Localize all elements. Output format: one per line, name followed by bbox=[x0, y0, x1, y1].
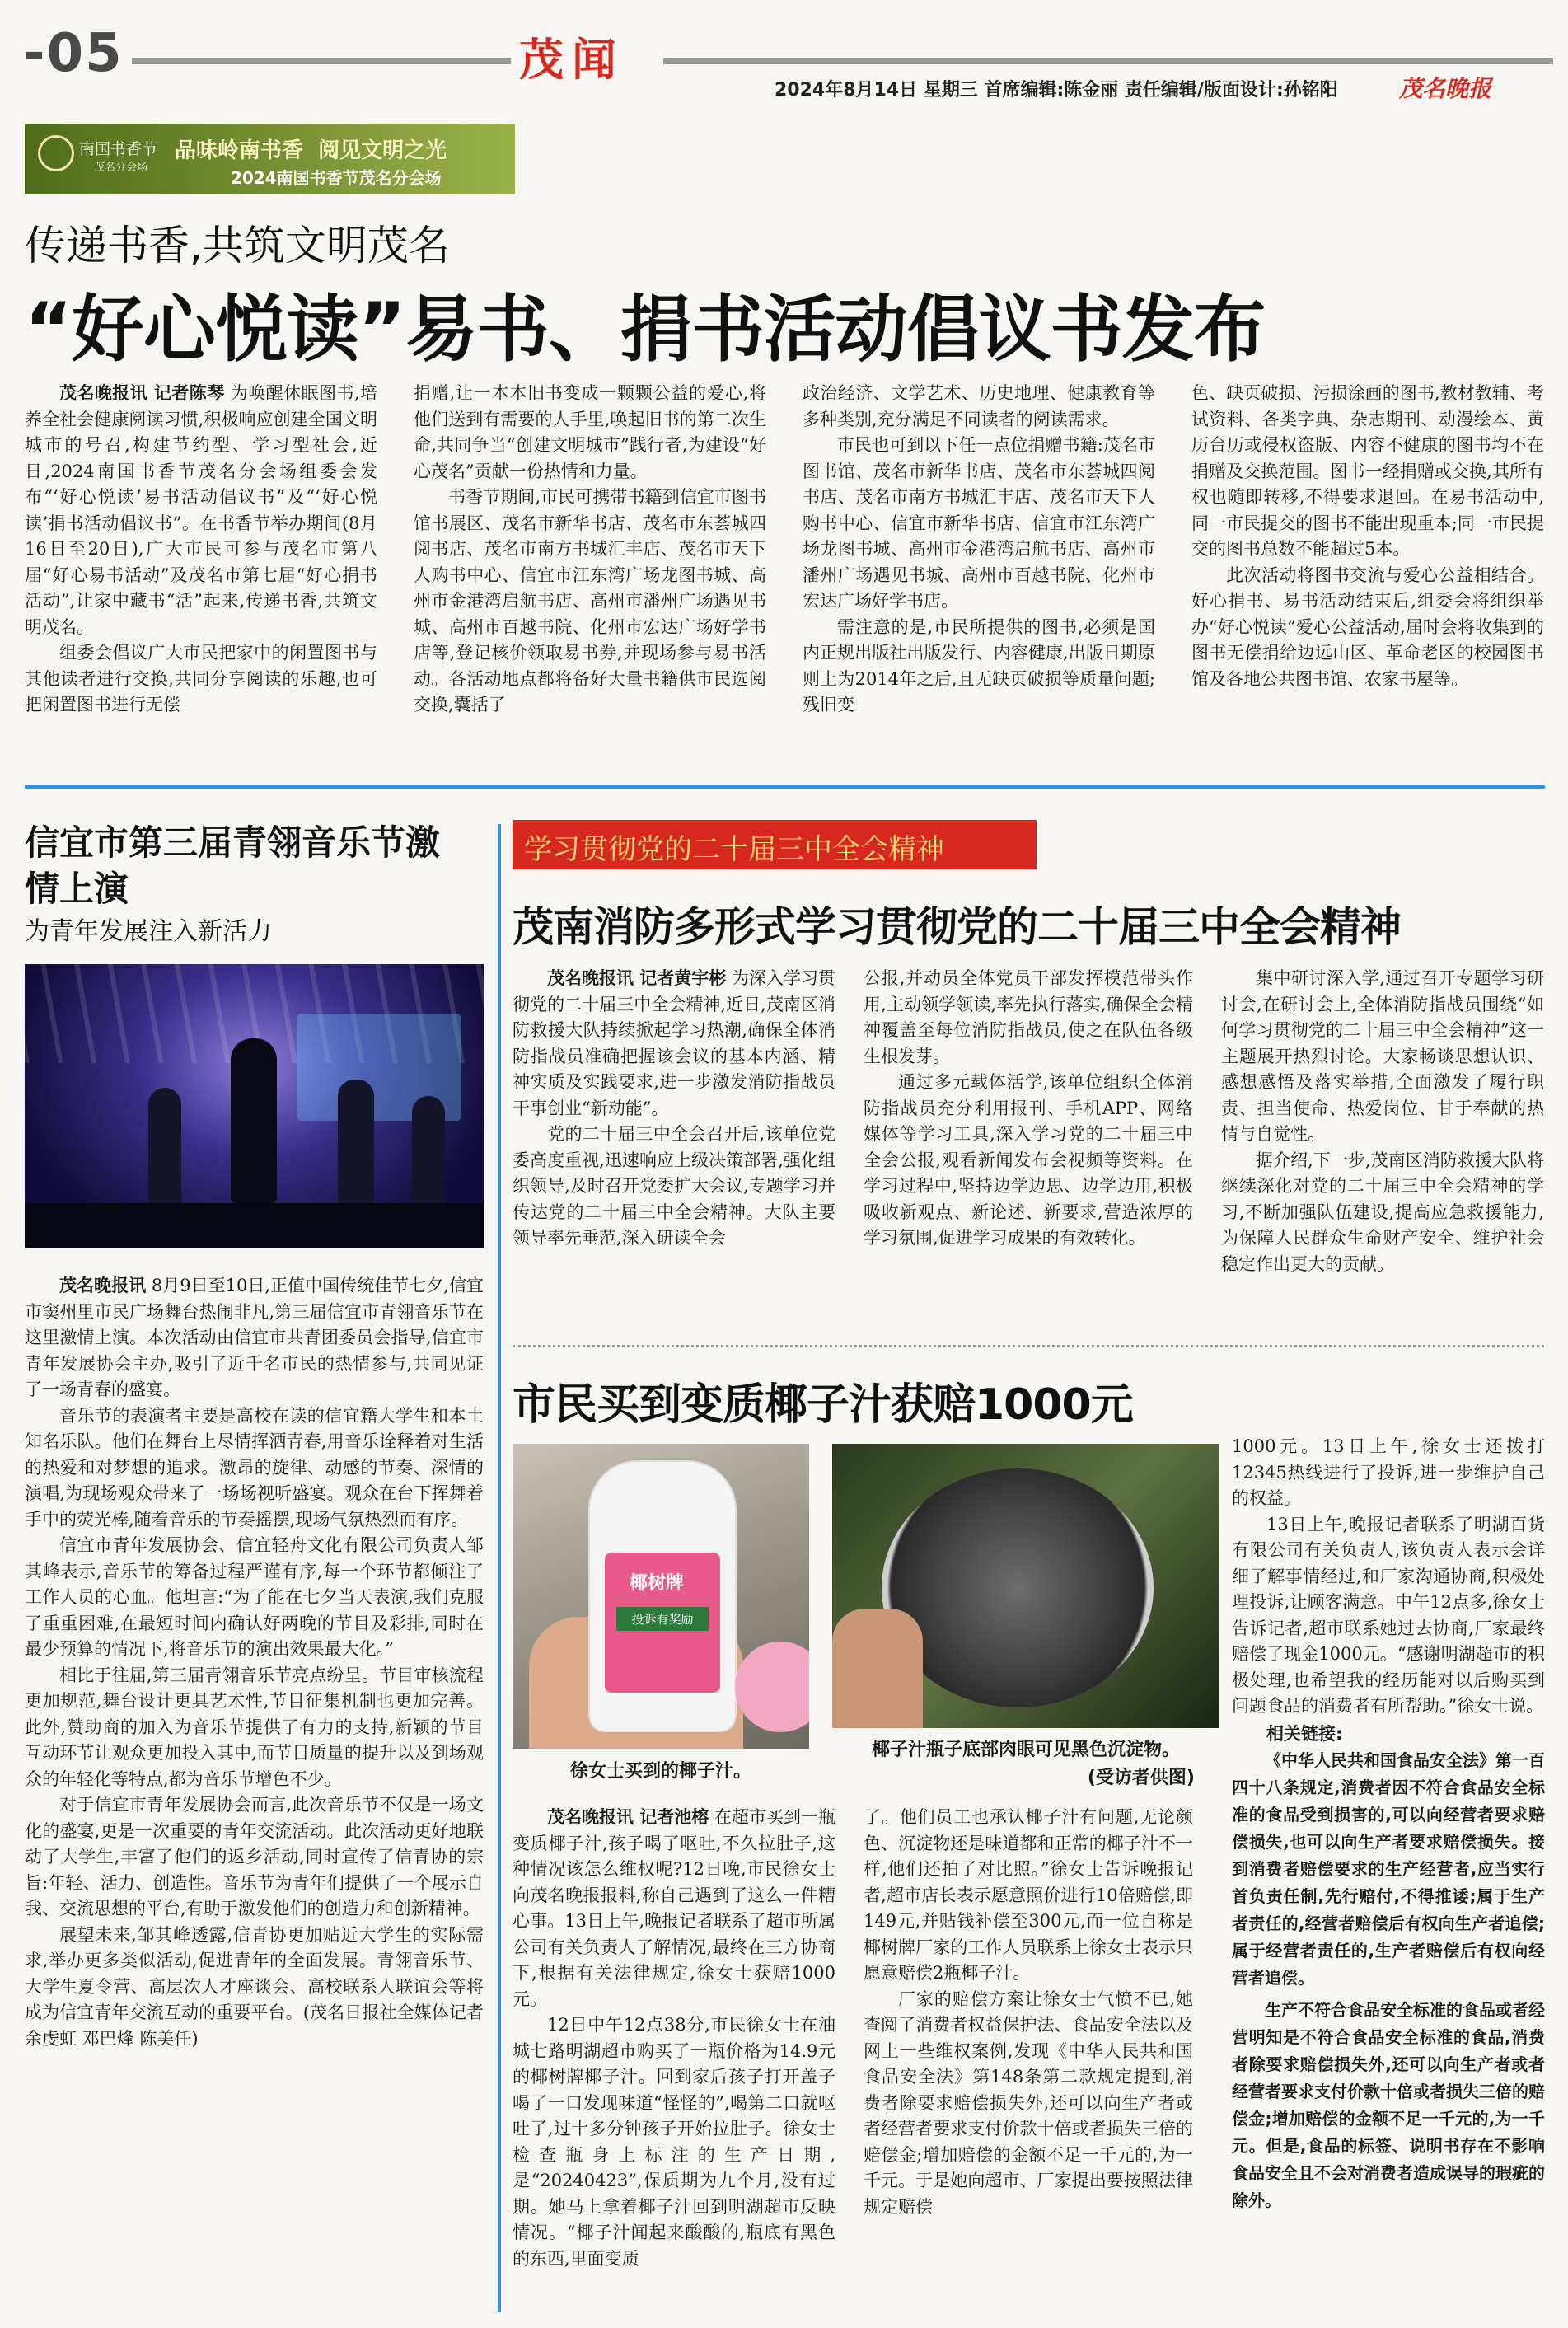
story3-col2: 公报,并动员全体党员干部发挥模范带头作用,主动领学领读,率先执行落实,确保全会精神覆盖至每位消防指战员,使之在队伍各级生根发芽。 通过多元载体活学,该单位组织全体消防指战员充分利用报刊、手机APP、网络媒体等学习工具,深入学习党的二十届三中全会公报,观看新闻发布会视频等资料。在学习过程中,坚持边学边思、边学边用,积极吸收新观点、新论述、新要求,营造浓厚的学习氛围,促进学习成果的有效转化。 bbox=[864, 968, 1193, 1248]
story2-headline: 信宜市第三届青翎音乐节激情上演 bbox=[25, 822, 441, 909]
pink-helmet bbox=[735, 1642, 809, 1732]
story4-byline: 茂名晚报讯 记者池榕 bbox=[547, 1807, 709, 1827]
story2-body: 茂名晚报讯 8月9日至10日,正值中国传统佳节七夕,信宜市窦州里市民广场舞台热闹非凡,第三届信宜市青翎音乐节在这里激情上演。本次活动由信宜市共青团委员会指导,信宜市青年发展协会主办,吸引了近千名市民的热情参与,共同见证了一场青春的盛宴。 音乐节的表演者主要是高校在读的信宜籍大学生和本土知名乐队。他们在舞台上尽情挥洒青春,用音乐诠释着对生活的热爱和对梦想的追求。激昂的旋律、动感的节奏、深情的演唱,为现场观众带来了一场场视听盛宴。观众在台下挥舞着手中的荧光棒,随着音乐的节奏摇摆,现场气氛热烈而有序。 信宜市青年发展协会、信宜轻舟文化有限公司负责人邹其峰表示,音乐节的筹备过程严谨有序,每一个环节都倾注了工作人员的心血。他坦言:“为了能在七夕当天表演,我们克服了重重困难,在最短时间内确认好两晚的节目及彩排,同时在最少预算的情况下,将音乐节的演出效果最大化。” 相比于往届,第三届青翎音乐节亮点纷呈。节目审核流程更加规范,舞台设计更具艺术性,节目征集机制也更加完善。此外,赞助商的加入为音乐节提供了有力的支持,新颖的节目互动环节让观众更加投入其中,而节目质量的提升以及到场观众的年轻化等特点,都为音乐节增色不少。 对于信宜市青年发展协会而言,此次音乐节不仅是一场文化的盛宴,更是一次重要的青年交流活动。此次活动更好地联动了大学生,丰富了他们的返乡活动,同时宣传了信青协的宗旨:年轻、活力、创造性。音乐节为青年们提供了一个展示自我、交流思想的平台,有助于激发他们的创造力和创新精神。 展望未来,邹其峰透露,信青协更加贴近大学生的实际需求,举办更多类似活动,促进青年的全面发展。青翎音乐节、大学生夏令营、高层次人才座谈会、高校联系人联谊会等将成为信宜青年交流互动的重要平台。(茂名日报社全媒体记者 余虔虹 邓巴烽 陈美任) bbox=[25, 1276, 484, 2049]
story2-byline: 茂名晚报讯 bbox=[59, 1276, 147, 1295]
page-number: -05 bbox=[23, 23, 124, 84]
legal-text-1: 《中华人民共和国食品安全法》第一百四十八条规定,消费者因不符合食品安全标准的食品受到损害的,可以向经营者要求赔偿损失,也可以向生产者要求赔偿损失。接到消费者赔偿要求的生产经营者,应当实行首负责任制,先行赔付,不得推诿;属于生产者责任的,经营者赔偿后有权向生产者追偿;属于经营者责任的,生产者赔偿后有权向经营者追偿。 bbox=[1232, 1750, 1545, 1988]
dotted-divider bbox=[513, 1345, 1544, 1347]
banner-logo-icon bbox=[38, 135, 74, 171]
banner-slogan: 品味岭南书香 阅见文明之光 bbox=[175, 138, 447, 163]
caption-credit: (受访者供图) bbox=[1087, 1768, 1195, 1788]
section-divider-top bbox=[25, 785, 1545, 789]
story1-col2: 捐赠,让一本本旧书变成一颗颗公益的爱心,将他们送到有需要的人手里,唤起旧书的第二次生命,共同争当“创建文明城市”践行者,为建设“好心茂名”贡献一份热情和力量。 书香节期间,市民可携带书籍到信宜市图书馆书展区、茂名市新华书店、茂名市东荟城四阅书店、茂名市南方书城汇丰店、茂名市天下人购书中心、信宜市江东湾广场龙图书城、高州市金港湾启航书店、高州市潘州广场遇见书城、高州市百越书院、化州市宏达广场好学书店等,登记核价领取易书券,并现场参与易书活动。各活动地点都将备好大量书籍供市民选阅交换,囊括了 bbox=[414, 383, 766, 714]
caption-bottle: 徐女士买到的椰子汁。 bbox=[569, 1761, 751, 1782]
header-rule-left bbox=[132, 58, 511, 64]
story3-col1: 茂名晚报讯 记者黄宇彬 为深入学习贯彻党的二十届三中全会精神,近日,茂南区消防救援大队持续掀起学习热潮,确保全体消防指战员准确把握该会议的基本内涵、精神实质及实践要求,进一步激发消防指战员干事创业“新动能”。 党的二十届三中全会召开后,该单位党委高度重视,迅速响应上级决策部署,强化组织领导,及时召开党委扩大会议,专题学习并传达党的二十届三中全会精神。大队主要领导率先垂范,深入研读全会 bbox=[513, 968, 835, 1248]
story4-col2: 了。他们员工也承认椰子汁有问题,无论颜色、沉淀物还是味道都和正常的椰子汁不一样,他们还拍了对比照。”徐女士告诉晚报记者,超市店长表示愿意照价进行10倍赔偿,即149元,并贴钱补偿至300元,而一位自称是椰树牌厂家的工作人员联系上徐女士表示只愿意赔偿2瓶椰子汁。 厂家的赔偿方案让徐女士气愤不已,她查阅了消费者权益保护法、食品安全法以及网上一些维权案例,发现《中华人民共和国食品安全法》第148条第二款规定提到,消费者除要求赔偿损失外,还可以向生产者或者经营者要求支付价款十倍或者损失三倍的赔偿金;增加赔偿的金额不足一千元的,为一千元。于是她向超市、厂家提出要按照法律规定赔偿 bbox=[864, 1807, 1193, 2217]
story1-byline: 茂名晚报讯 记者陈琴 bbox=[59, 383, 225, 403]
band-member bbox=[338, 1080, 374, 1211]
story1-headline: “好心悦读”易书、捐书活动倡议书发布 bbox=[25, 287, 1266, 372]
story2-subhead: 为青年发展注入新活力 bbox=[25, 917, 272, 946]
story3-col3: 集中研讨深入学,通过召开专题学习研讨会,在研讨会上,全体消防指战员围绕“如何学习贯彻党的二十届三中全会精神”这一主题展开热烈讨论。大家畅谈思想认识、感想感悟及落实举措,全面激发了履行职责、担当使命、热爱岗位、甘于奉献的热情与自觉性。 据介绍,下一步,茂南区消防救援大队将继续深化对党的二十届三中全会精神的学习,不断加强队伍建设,提高应急救援能力,为保障人民群众生命财产安全、维护社会稳定作出更大的贡献。 bbox=[1221, 968, 1544, 1274]
singer-figure bbox=[231, 1038, 277, 1203]
bottle-body bbox=[588, 1460, 737, 1732]
legal-text-2: 生产不符合食品安全标准的食品或者经营明知是不符合食品安全标准的食品,消费者除要求赔偿损失外,还可以向生产者或者经营者要求支付价款十倍或者损失三倍的赔偿金;增加赔偿的金额不足一千元的,为一千元。但是,食品的标签、说明书存在不影响食品安全且不会对消费者造成误导的瑕疵的除外。 bbox=[1232, 2000, 1545, 2210]
banner-logo-text: 南国书香节 bbox=[79, 140, 158, 158]
story3-tag bbox=[513, 820, 1037, 869]
bottle-label bbox=[605, 1553, 720, 1693]
story4-col3: 1000元。13日上午,徐女士还拨打12345热线进行了投诉,进一步维护自己的权益。 13日上午,晚报记者联系了明湖百货有限公司有关负责人,该负责人表示会详细了解事情经过,和厂家沟通协商,积极处理投诉,让顾客满意。中午12点多,徐女士告诉记者,超市联系她过去协商,厂家最终赔偿了现金1000元。“感谢明湖超市的积极处理,也希望我的经历能对以后购买到问题食品的消费者有所帮助。”徐女士说。 相关链接: 《中华人民共和国食品安全法》第一百四十八条规定,消费者因不符合食品安全标准的食品受到损害的,可以向经营者要求赔偿损失,也可以向生产者要求赔偿损失。接到消费者赔偿要求的生产经营者,应当实行首负责任制,先行赔付,不得推诿;属于生产者责任的,经营者赔偿后有权向生产者追偿;属于经营者责任的,生产者赔偿后有权向经营者追偿。 生产不符合食品安全标准的食品或者经营明知是不符合食品安全标准的食品,消费者除要求赔偿损失外,还可以向生产者或者经营者要求支付价款十倍或者损失三倍的赔偿金;增加赔偿的金额不足一千元的,为一千元。但是,食品的标签、说明书存在不影响食品安全且不会对消费者造成误导的瑕疵的除外。 bbox=[1232, 1434, 1545, 2312]
related-link-title: 相关链接: bbox=[1266, 1723, 1343, 1744]
band-member bbox=[148, 1088, 181, 1211]
bottle-brand: 椰树牌 bbox=[630, 1573, 685, 1594]
vertical-divider bbox=[498, 824, 501, 2312]
stage-floor bbox=[25, 1203, 484, 1248]
story1-col3: 政治经济、文学艺术、历史地理、健康教育等多种类别,充分满足不同读者的阅读需求。 市民也可到以下任一点位捐赠书籍:茂名市图书馆、茂名市新华书店、茂名市东荟城四阅书店、茂名市南方书城汇丰店、茂名市天下人购书中心、信宜市新华书店、信宜市江东湾广场龙图书城、高州市金港湾启航书店、高州市潘州广场遇见书城、高州市百越书院、化州市宏达广场好学书店。 需注意的是,市民所提供的图书,必须是国内正规出版社出版发行、内容健康,出版日期原则上为2014年之后,且无缺页破损等质量问题;残旧变 bbox=[803, 383, 1155, 714]
bottle-bottom-photo bbox=[832, 1444, 1219, 1728]
story3-headline: 茂南消防多形式学习贯彻党的二十届三中全会精神 bbox=[513, 903, 1401, 951]
paper-logo: 茂名晚报 bbox=[1399, 75, 1492, 102]
bottle-photo bbox=[513, 1444, 809, 1749]
story3-tag-text: 学习贯彻党的二十届三中全会精神 bbox=[524, 833, 944, 866]
story1-col1: 茂名晚报讯 记者陈琴 为唤醒休眠图书,培养全社会健康阅读习惯,积极响应创建全国文明城市的号召,构建节约型、学习型社会,近日,2024南国书香节茂名分会场组委会发布“‘好心悦读’易书活动倡议书”及“‘好心悦读’捐书活动倡议书”。在书香节举办期间(8月16日至20日),广大市民可参与茂名市第八届“好心易书活动”及茂名市第七届“好心捐书活动”,让家中藏书“活”起来,传递书香,共筑文明茂名。 组委会倡议广大市民把家中的闲置图书与其他读者进行交换,共同分享阅读的乐趣,也可把闲置图书进行无偿 bbox=[25, 383, 377, 714]
header-rule-right bbox=[663, 58, 1553, 64]
banner-logo-sub: 茂名分会场 bbox=[94, 162, 148, 174]
story1-kicker: 传递书香,共筑文明茂名 bbox=[25, 222, 450, 269]
section-title: 茂闻 bbox=[519, 33, 625, 86]
concert-photo bbox=[25, 964, 484, 1248]
finger-shape bbox=[832, 1609, 923, 1728]
story3-byline: 茂名晚报讯 记者黄宇彬 bbox=[547, 968, 727, 988]
story4-col1: 茂名晚报讯 记者池榕 在超市买到一瓶变质椰子汁,孩子喝了呕吐,不久拉肚子,这种情况该怎么维权呢?12日晚,市民徐女士向茂名晚报报料,称自己遇到了这么一件糟心事。13日上午,晚报记者联系了超市所属公司有关负责人了解情况,最终在三方协商下,根据有关法律规定,徐女士获赔1000元。 12日中午12点38分,市民徐女士在油城七路明湖超市购买了一瓶价格为14.9元的椰树牌椰子汁。回到家后孩子打开盖子喝了一口发现味道“怪怪的”,喝第二口就呕吐了,过十多分钟孩子开始拉肚子。徐女士检查瓶身上标注的生产日期,是“20240423”,保质期为九个月,没有过期。她马上拿着椰子汁回到明湖超市反映情况。“椰子汁闻起来酸酸的,瓶底有黑色的东西,里面变质 bbox=[513, 1807, 835, 2269]
date-line: 2024年8月14日 星期三 首席编辑:陈金丽 责任编辑/版面设计:孙铭阳 bbox=[775, 80, 1338, 101]
story1-col4: 色、缺页破损、污损涂画的图书,教材教辅、考试资料、各类字典、杂志期刊、动漫绘本、黄历台历或侵权盗版、内容不健康的图书均不在捐赠及交换范围。图书一经捐赠或交换,其所有权也随即转移,不得要求退回。在易书活动中,同一市民提交的图书不能出现重本;同一市民提交的图书总数不能超过5本。 此次活动将图书交流与爱心公益相结合。好心捐书、易书活动结束后,组委会将组织举办“好心悦读”爱心公益活动,届时会将收集到的图书无偿捐给边远山区、革命老区的校园图书馆及各地公共图书馆、农家书屋等。 bbox=[1191, 383, 1544, 689]
bottle-tag: 投诉有奖励 bbox=[616, 1607, 709, 1631]
banner-subline: 2024南国书香节茂名分会场 bbox=[231, 168, 442, 188]
band-member bbox=[412, 1096, 445, 1211]
story4-headline: 市民买到变质椰子汁获赔1000元 bbox=[513, 1380, 1133, 1430]
caption-sediment: 椰子汁瓶子底部肉眼可见黑色沉淀物。 bbox=[871, 1740, 1180, 1760]
event-banner bbox=[25, 124, 515, 194]
page-header bbox=[0, 0, 1568, 102]
